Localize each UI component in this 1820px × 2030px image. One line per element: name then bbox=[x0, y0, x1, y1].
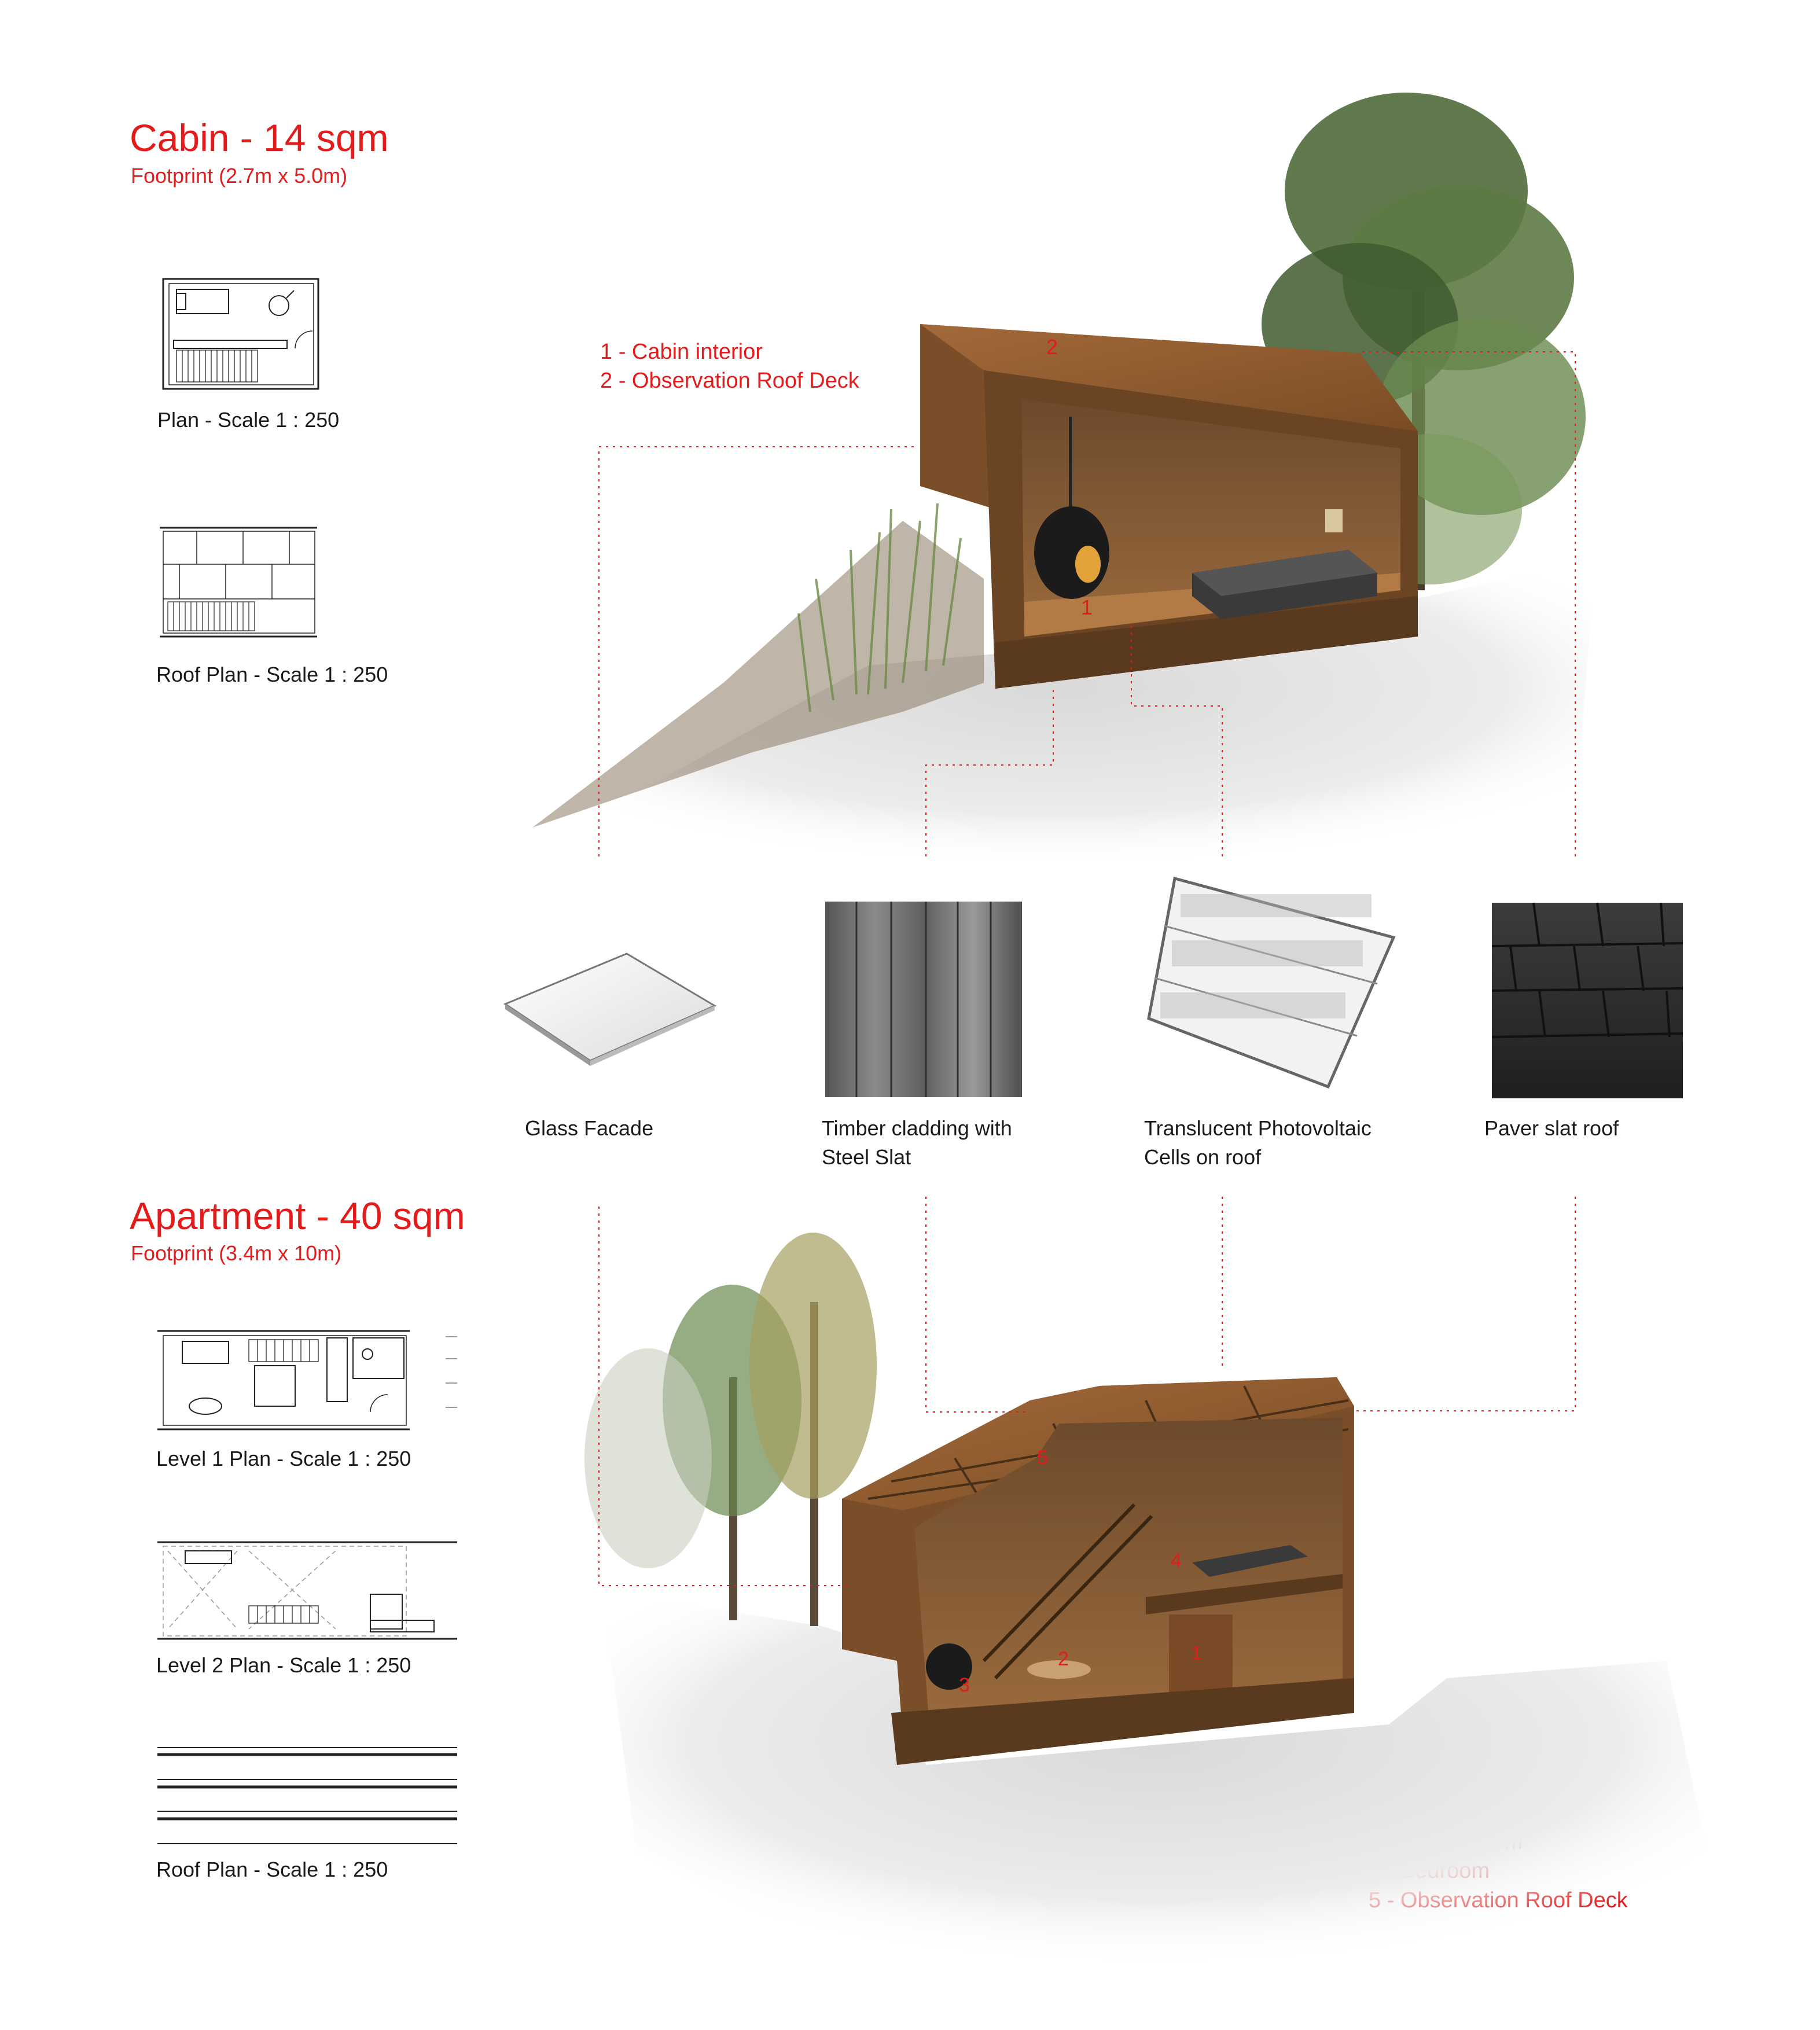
apartment-footprint: Footprint (3.4m x 10m) bbox=[131, 1241, 342, 1265]
material-label: Paver slat roof bbox=[1484, 1116, 1619, 1140]
material-timber-swatch bbox=[825, 902, 1022, 1097]
cabin-legend-item: 2 - Observation Roof Deck bbox=[600, 369, 859, 394]
material-pv-swatch bbox=[1149, 878, 1394, 1087]
apartment-marker-2: 2 bbox=[1058, 1648, 1069, 1670]
material-glass-swatch bbox=[505, 954, 715, 1066]
level1-table bbox=[189, 1398, 222, 1414]
apartment-level2-plan-drawing bbox=[157, 1542, 457, 1639]
cabin-plan-drawing bbox=[163, 279, 318, 389]
cabin-plan-inner-wall bbox=[169, 284, 314, 385]
apartment-level1-caption: Level 1 Plan - Scale 1 : 250 bbox=[156, 1447, 411, 1470]
level1-sofa bbox=[182, 1341, 229, 1363]
cabin-marker-1: 1 bbox=[1081, 595, 1093, 619]
apartment-roof-plan-caption: Roof Plan - Scale 1 : 250 bbox=[156, 1858, 388, 1881]
cabin-footprint: Footprint (2.7m x 5.0m) bbox=[131, 164, 348, 187]
cabin-illustration bbox=[521, 93, 1591, 868]
cabin-plan-stove bbox=[269, 296, 289, 315]
apartment-level2-caption: Level 2 Plan - Scale 1 : 250 bbox=[156, 1653, 411, 1677]
cabin-title: Cabin - 14 sqm bbox=[130, 116, 389, 159]
cabin-stove bbox=[1034, 506, 1109, 599]
material-paver-swatch bbox=[1492, 903, 1683, 1098]
apartment-marker-4: 4 bbox=[1171, 1550, 1182, 1572]
apartment-trees bbox=[584, 1233, 877, 1626]
apartment-illustration bbox=[584, 1233, 1707, 1968]
level1-bathroom bbox=[353, 1338, 404, 1378]
apartment-title: Apartment - 40 sqm bbox=[130, 1194, 465, 1237]
cabin-plan-pillow bbox=[177, 293, 186, 310]
material-label: Translucent Photovoltaic bbox=[1144, 1116, 1372, 1140]
apartment-marker-1: 1 bbox=[1191, 1642, 1202, 1664]
apartment-marker-3: 3 bbox=[959, 1674, 970, 1696]
apartment-marker-5: 5 bbox=[1037, 1447, 1048, 1469]
apartment-level1-plan-drawing bbox=[157, 1331, 457, 1429]
cabin-plan-counter bbox=[174, 340, 287, 348]
cabin-plan-stair bbox=[177, 350, 258, 382]
cabin-marker-2: 2 bbox=[1046, 335, 1058, 359]
material-label: Glass Facade bbox=[525, 1116, 654, 1140]
material-label: Timber cladding with bbox=[822, 1116, 1012, 1140]
cabin-plan-outline bbox=[163, 279, 318, 389]
apartment-roof-plan-drawing bbox=[157, 1748, 457, 1844]
material-label: Cells on roof bbox=[1144, 1145, 1262, 1170]
cabin-plan-caption: Plan - Scale 1 : 250 bbox=[157, 408, 340, 432]
material-label: Steel Slat bbox=[822, 1145, 911, 1170]
cabin-legend-item: 1 - Cabin interior bbox=[600, 340, 763, 364]
cabin-roof-plan-caption: Roof Plan - Scale 1 : 250 bbox=[156, 663, 388, 686]
level1-kitchen bbox=[327, 1338, 347, 1402]
cabin-roof-plan-drawing bbox=[160, 528, 317, 637]
level2-bed bbox=[370, 1594, 402, 1629]
cabin-plan-door-swing bbox=[295, 331, 312, 348]
cabin-lamp bbox=[1325, 509, 1343, 532]
